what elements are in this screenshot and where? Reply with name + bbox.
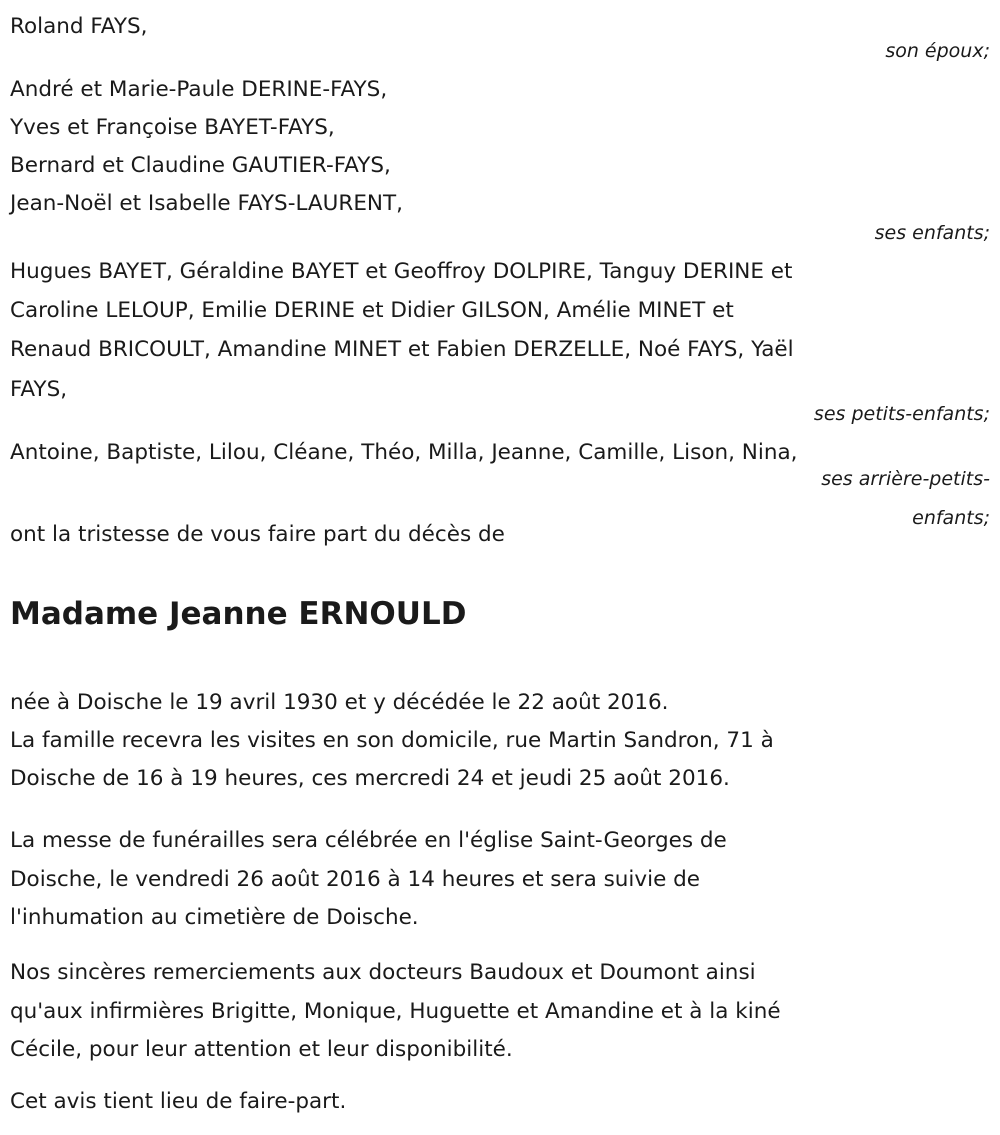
husband-role: son époux;	[885, 40, 990, 62]
visits-text: Doische de 16 à 19 heures, ces mercredi 24 et jeudi 25 août 2016.	[10, 766, 730, 791]
visits-text: La famille recevra les visites en son domicile, rue Martin Sandron, 71 à	[10, 728, 774, 753]
thanks-text: qu'aux infirmières Brigitte, Monique, Huguette et Amandine et à la kiné	[10, 999, 781, 1024]
thanks-text: Cécile, pour leur attention et leur disponibilité.	[10, 1037, 513, 1062]
funeral-text: La messe de funérailles sera célébrée en l'église Saint-Georges de	[10, 828, 727, 853]
grandchildren-role: ses petits-enfants;	[813, 403, 990, 425]
great-grandchildren-role-cont: enfants;	[912, 507, 990, 529]
husband-name: Roland FAYS,	[10, 14, 148, 39]
thanks-text: Nos sincères remerciements aux docteurs Baudoux et Doumont ainsi	[10, 960, 756, 985]
grandchildren-line: Hugues BAYET, Géraldine BAYET et Geoffroy DOLPIRE, Tanguy DERINE et	[10, 259, 793, 284]
closing-text: Cet avis tient lieu de faire-part.	[10, 1089, 347, 1114]
funeral-text: l'inhumation au cimetière de Doische.	[10, 905, 419, 930]
child-line: Jean-Noël et Isabelle FAYS-LAURENT,	[10, 191, 403, 216]
great-grandchildren-role: ses arrière-petits-	[821, 468, 990, 490]
children-role: ses enfants;	[874, 222, 990, 244]
announcement: ont la tristesse de vous faire part du décès de	[10, 522, 505, 547]
funeral-text: Doische, le vendredi 26 août 2016 à 14 heures et sera suivie de	[10, 867, 701, 892]
grandchildren-line: Caroline LELOUP, Emilie DERINE et Didier GILSON, Amélie MINET et	[10, 298, 734, 323]
deceased-name: Madame Jeanne ERNOULD	[10, 596, 467, 632]
child-line: Bernard et Claudine GAUTIER-FAYS,	[10, 153, 391, 178]
birth-death-text: née à Doische le 19 avril 1930 et y décédée le 22 août 2016.	[10, 690, 669, 715]
great-grandchildren-names: Antoine, Baptiste, Lilou, Cléane, Théo, Milla, Jeanne, Camille, Lison, Nina,	[10, 440, 798, 465]
grandchildren-line: FAYS,	[10, 377, 68, 402]
child-line: André et Marie-Paule DERINE-FAYS,	[10, 77, 388, 102]
grandchildren-line: Renaud BRICOULT, Amandine MINET et Fabien DERZELLE, Noé FAYS, Yaël	[10, 337, 794, 362]
child-line: Yves et Françoise BAYET-FAYS,	[10, 115, 335, 140]
